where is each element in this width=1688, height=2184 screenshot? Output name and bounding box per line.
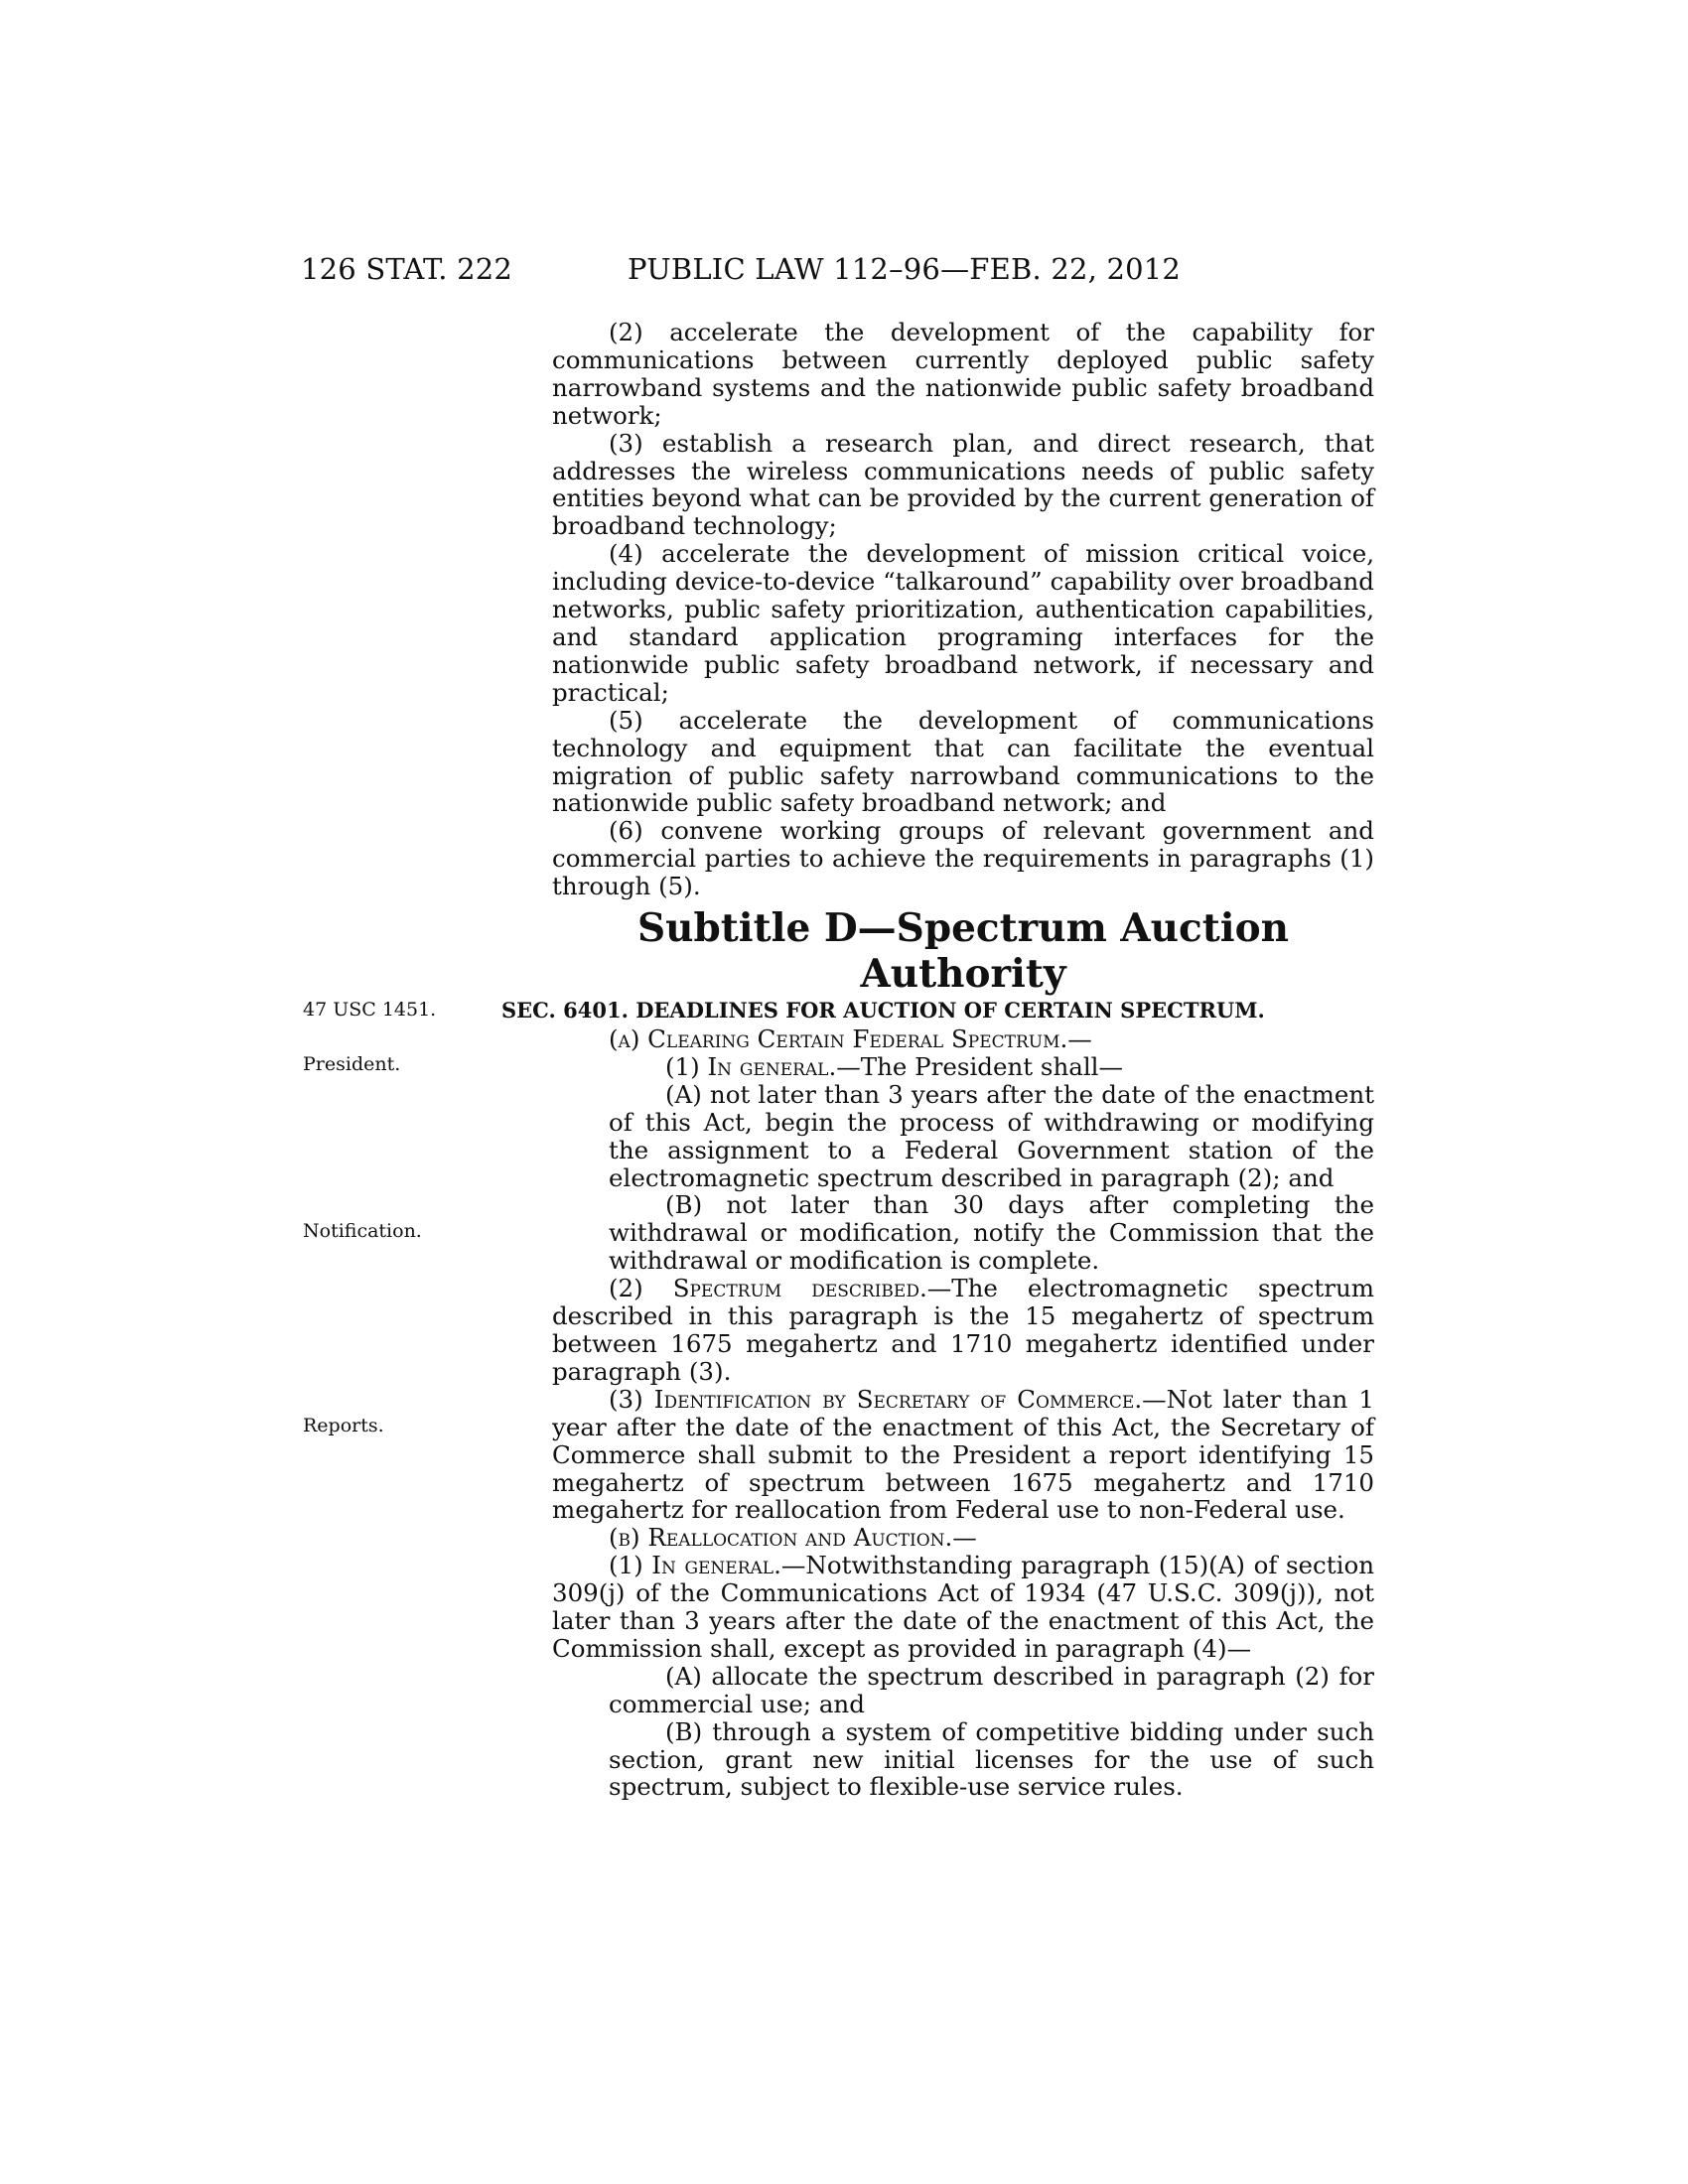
subsection-b-heading: (b) Reallocation and Auction.— <box>609 1523 977 1553</box>
section-body <box>552 1025 1374 1801</box>
paragraph-b1-text: —Notwithstanding paragraph (15)(A) of section 309(j) of the Communications Act of 1934 (47 U.S.C. 309(j)), not later than 3 years after the date of the enactment of this Act, the Commission shall, except as provided in paragraph (4)— <box>552 1551 1374 1663</box>
paragraph-a1-text: —The President shall— <box>836 1051 1124 1081</box>
upper-paragraphs <box>552 319 1374 900</box>
paragraph-2: (2) accelerate the development of the capability for communications between currently deployed public safety narrowband systems and the nationwide public safety broadband network; <box>552 318 1374 430</box>
subparagraph-a1A: (A) not later than 3 years after the date of the enactment of this Act, begin the process of withdrawing or modifying the assignment to a Federal Government station of the electromagnetic spectrum described in paragraph (2); and <box>609 1079 1374 1192</box>
section-heading: SEC. 6401. DEADLINES FOR AUCTION OF CERTAIN SPECTRUM. <box>501 998 1265 1023</box>
subparagraph-b1B: (B) through a system of competitive bidding under such section, grant new initial licenses for the use of such spectrum, subject to flexible-use service rules. <box>609 1716 1374 1802</box>
paragraph-a2-lead: (2) Spectrum described. <box>609 1274 927 1303</box>
subtitle-heading: Subtitle D—Spectrum Auction Authority <box>637 905 1289 997</box>
margin-note-president: President. <box>303 1053 401 1075</box>
margin-note-usc: 47 USC 1451. <box>303 999 437 1021</box>
subparagraph-a1B: (B) not later than 30 days after completing the withdrawal or modification, notify the Commission that the withdrawal or modification is complete. <box>609 1190 1374 1276</box>
paragraph-a3-lead: (3) Identification by Secretary of Commerce. <box>609 1384 1143 1414</box>
paragraph-a1 <box>552 1053 1374 1081</box>
margin-note-notification: Notification. <box>303 1220 422 1242</box>
paragraph-a1-lead: (1) In general. <box>665 1051 837 1081</box>
running-head-title: PUBLIC LAW 112–96—FEB. 22, 2012 <box>628 252 1182 286</box>
paragraph-4: (4) accelerate the development of mission critical voice, including device-to-device “talkaround” capability over broadband networks, public safety prioritization, authentication capabilities, and standard application programing interfaces for the nationwide public safety broadband network, if necessary and practical; <box>552 539 1374 707</box>
paragraph-a3 <box>552 1386 1374 1525</box>
subsection-a-heading: (a) Clearing Certain Federal Spectrum.— <box>609 1024 1092 1053</box>
paragraph-b1 <box>552 1552 1374 1663</box>
subparagraph-b1A: (A) allocate the spectrum described in paragraph (2) for commercial use; and <box>609 1661 1374 1718</box>
margin-note-reports: Reports. <box>303 1415 384 1436</box>
paragraph-a3-text: —Not later than 1 year after the date of the enactment of this Act, the Secretary of Commerce shall submit to the President a report identifying 15 megahertz of spectrum between 1675 megahertz and 1710 megahertz for reallocation from Federal use to non-Federal use. <box>552 1384 1374 1525</box>
paragraph-6: (6) convene working groups of relevant government and commercial parties to achieve the requirements in paragraphs (1) through (5). <box>552 816 1374 901</box>
paragraph-a2-text: —The electromagnetic spectrum described in this paragraph is the 15 megahertz of spectrum between 1675 megahertz and 1710 megahertz identified under paragraph (3). <box>552 1274 1374 1386</box>
paragraph-b1-lead: (1) In general. <box>609 1551 781 1580</box>
paragraph-5: (5) accelerate the development of communications technology and equipment that can facilitate the eventual migration of public safety narrowband communications to the nationwide public safety broadband network; and <box>552 705 1374 818</box>
stat-page-number: 126 STAT. 222 <box>301 252 513 286</box>
paragraph-a2 <box>552 1275 1374 1386</box>
paragraph-3: (3) establish a research plan, and direct research, that addresses the wireless communications needs of public safety entities beyond what can be provided by the current generation of broadband technology; <box>552 428 1374 541</box>
